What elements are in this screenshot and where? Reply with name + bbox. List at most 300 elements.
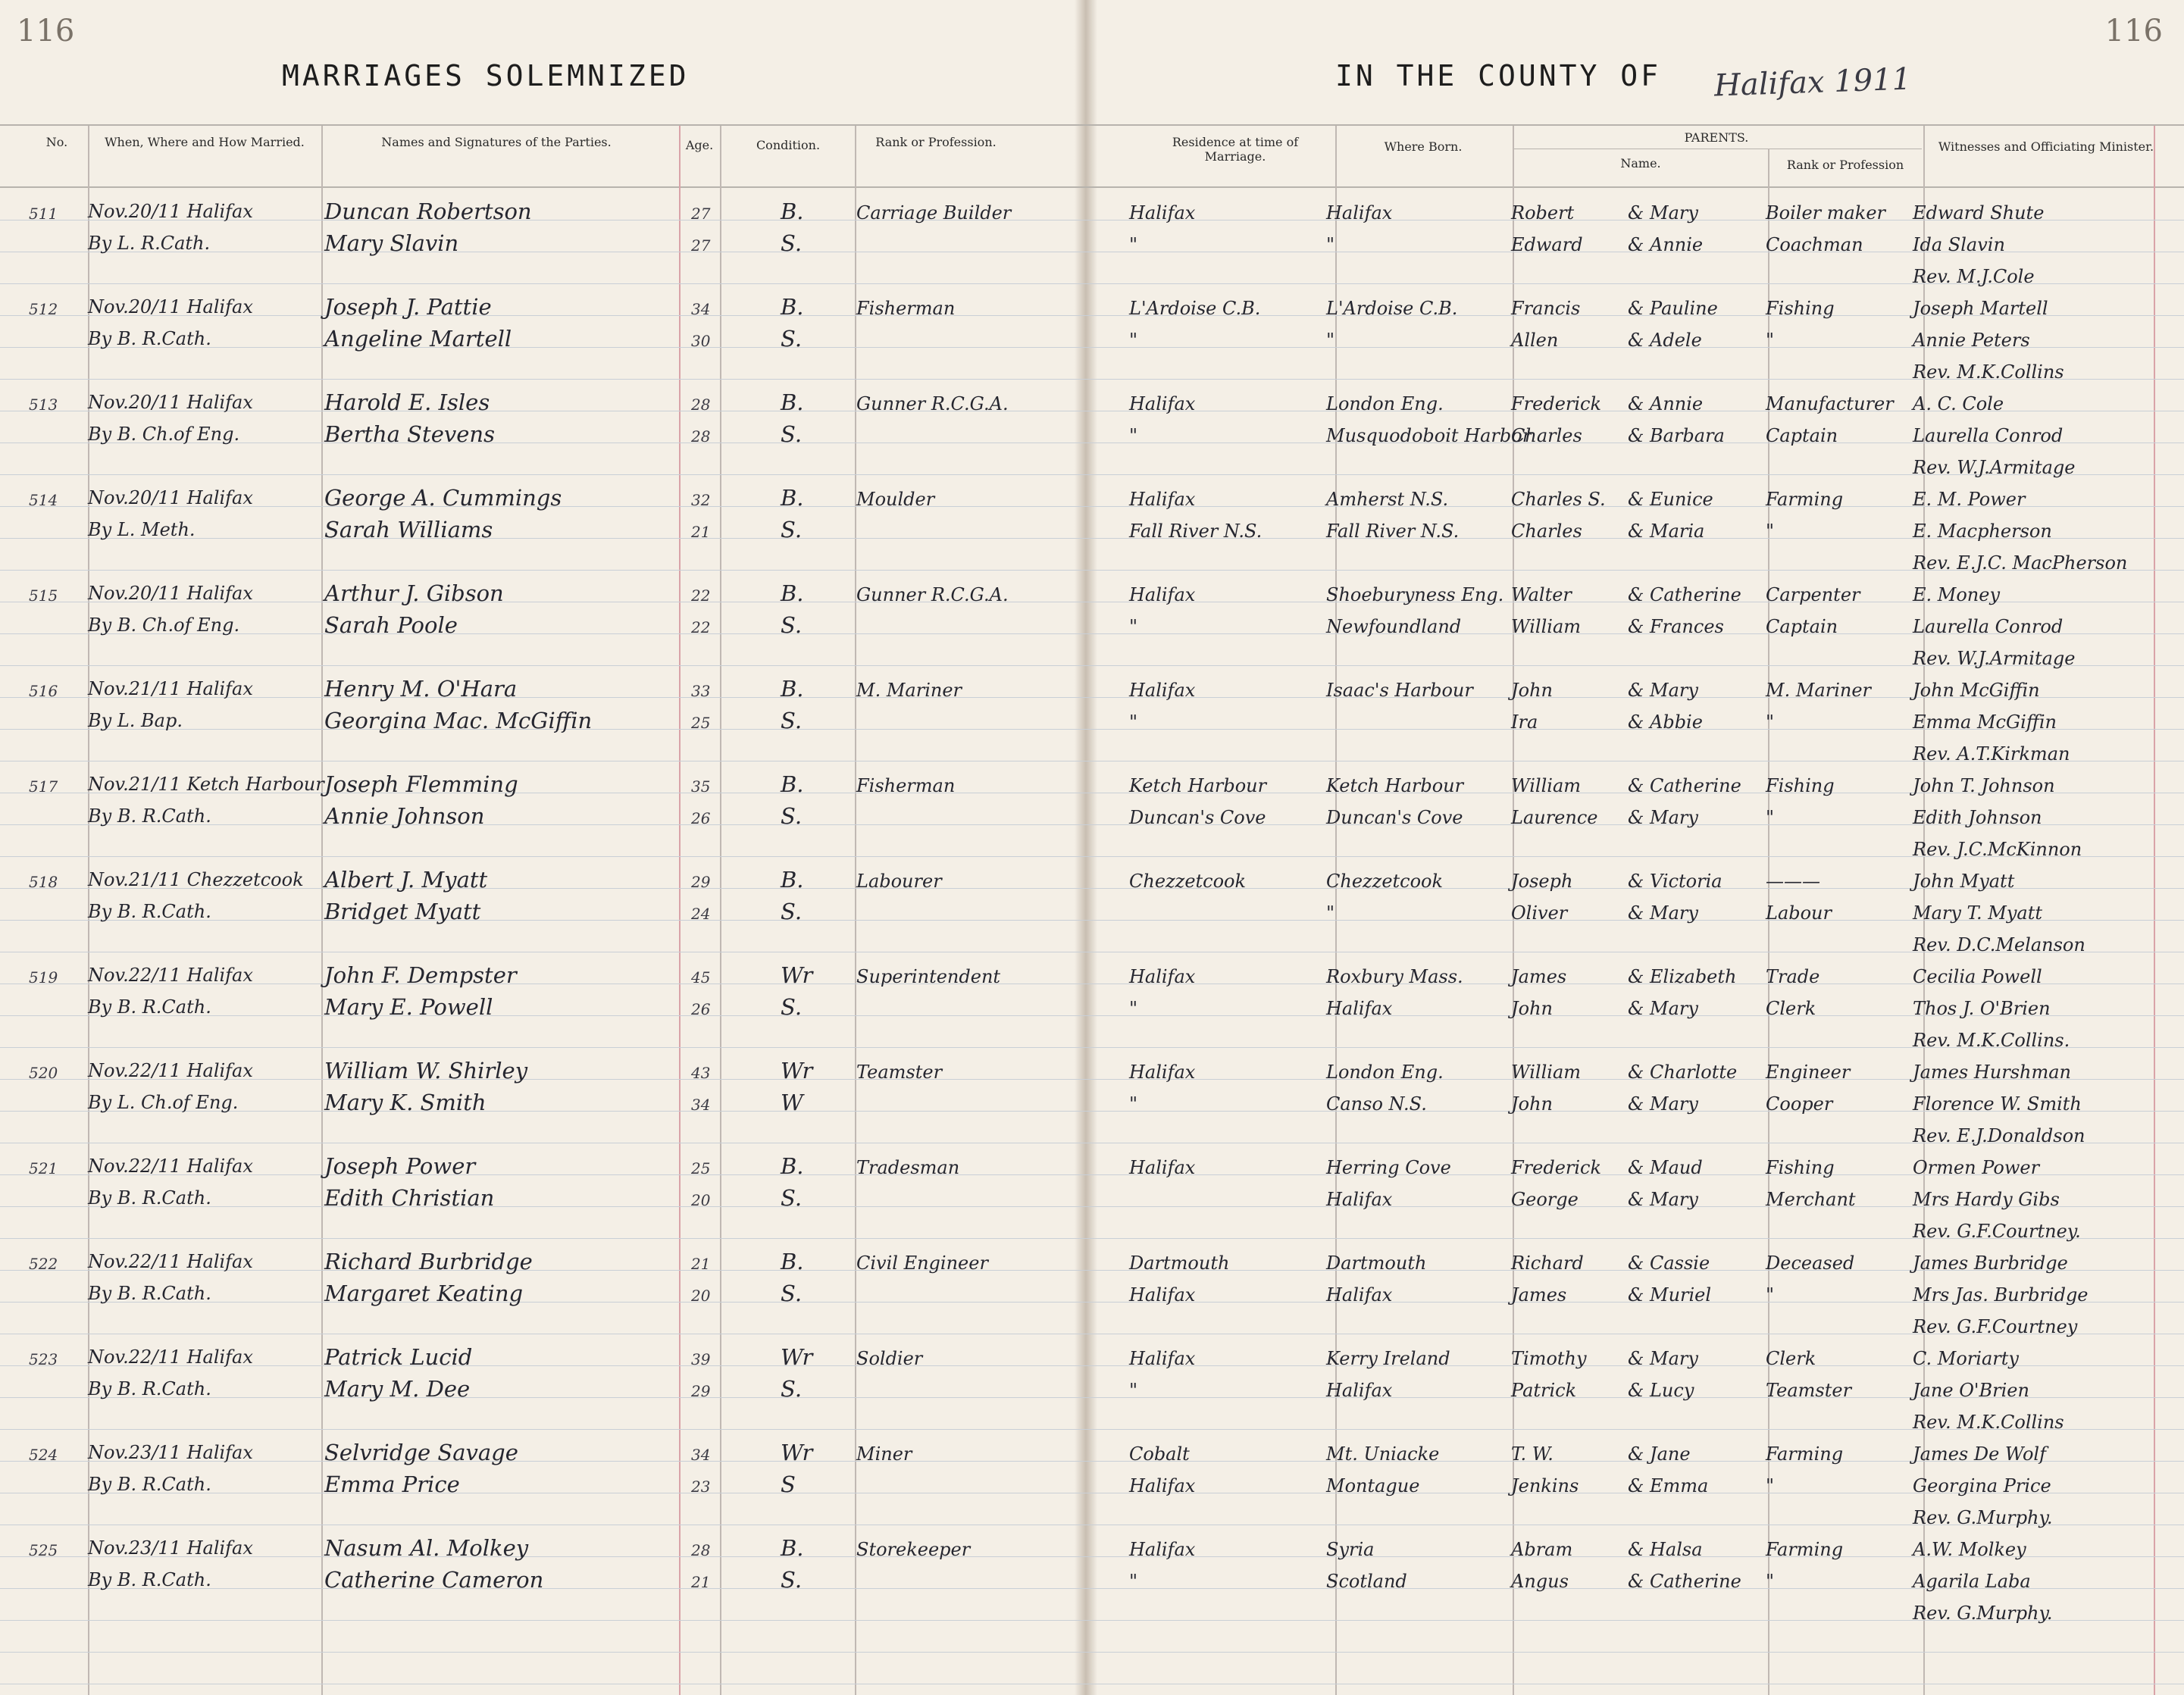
entry-born: Musquodoboit Harbor: [1326, 425, 1532, 446]
col-no: No.: [45, 135, 68, 149]
entry-residence: ": [1129, 1571, 1138, 1592]
ruled-line: [0, 1652, 2184, 1653]
entry-mother: & Annie: [1628, 393, 1704, 414]
entry-parent-rank: Fishing: [1766, 775, 1835, 796]
entry-born: Halifax: [1326, 1380, 1393, 1401]
entry-bride: Emma Price: [324, 1471, 460, 1497]
entry-when: Nov.20/11 Halifax: [88, 487, 253, 508]
entry-residence: L'Ardoise C.B.: [1129, 298, 1261, 319]
entry-mother: & Mary: [1628, 202, 1698, 224]
entry-parent-rank: Farming: [1766, 1443, 1844, 1465]
entry-condition: Wr: [781, 1344, 813, 1370]
entry-minister: Rev. M.K.Collins: [1913, 361, 2064, 383]
entry-bride: Edith Christian: [324, 1185, 495, 1211]
entry-witness: Agarila Laba: [1913, 1571, 2031, 1592]
entry-residence: ": [1129, 616, 1138, 637]
entry-age: 32: [691, 491, 711, 509]
entry-age: 34: [691, 1096, 711, 1114]
entry-how: By B. R.Cath.: [88, 1378, 211, 1399]
entry-residence: Halifax: [1129, 584, 1196, 605]
entry-father: Walter: [1511, 584, 1572, 605]
entry-groom: John F. Dempster: [324, 962, 517, 988]
entry-witness: James De Wolf: [1913, 1443, 2046, 1465]
ruled-line: [0, 1429, 2184, 1430]
entry-age: 39: [691, 1350, 711, 1368]
entry-when: Nov.20/11 Halifax: [88, 583, 253, 604]
entry-witness: James Burbridge: [1913, 1252, 2068, 1274]
entry-when: Nov.21/11 Halifax: [88, 678, 253, 699]
entry-minister: Rev. W.J.Armitage: [1913, 457, 2076, 478]
entry-residence: ": [1129, 1093, 1138, 1115]
entry-when: Nov.20/11 Halifax: [88, 201, 253, 222]
entry-mother: & Mary: [1628, 680, 1698, 701]
entry-parent-rank: Manufacturer: [1766, 393, 1894, 414]
entry-residence: Duncan's Cove: [1129, 807, 1266, 828]
entry-number: 519: [29, 968, 58, 987]
entry-born: Duncan's Cove: [1326, 807, 1463, 828]
ruled-line: [0, 379, 2184, 380]
entry-when: Nov.23/11 Halifax: [88, 1537, 253, 1559]
entry-mother: & Annie: [1628, 234, 1704, 255]
entry-number: 525: [29, 1541, 58, 1559]
entry-residence: ": [1129, 711, 1138, 733]
entry-father: William: [1511, 1062, 1582, 1083]
entry-how: By B. Ch.of Eng.: [88, 615, 240, 636]
entry-born: Dartmouth: [1326, 1252, 1427, 1274]
entry-how: By L. R.Cath.: [88, 233, 211, 254]
entry-witness: Ormen Power: [1913, 1157, 2040, 1178]
entry-minister: Rev. W.J.Armitage: [1913, 648, 2076, 669]
entry-rank: Fisherman: [856, 775, 956, 796]
entry-age: 29: [691, 873, 711, 891]
entry-born: Canso N.S.: [1326, 1093, 1427, 1115]
entry-minister: Rev. M.K.Collins: [1913, 1412, 2064, 1433]
entry-age: 25: [691, 1159, 711, 1177]
entry-parent-rank: Engineer: [1766, 1062, 1851, 1083]
entry-age: 20: [691, 1287, 711, 1305]
col-when: When, Where and How Married.: [105, 135, 305, 149]
entry-parent-rank: Farming: [1766, 1539, 1844, 1560]
entry-number: 517: [29, 777, 58, 796]
entry-minister: Rev. G.F.Courtney: [1913, 1316, 2078, 1337]
entry-how: By B. R.Cath.: [88, 996, 211, 1018]
entry-residence: ": [1129, 234, 1138, 255]
entry-witness: John Myatt: [1913, 871, 2015, 892]
entry-born: ": [1326, 234, 1335, 255]
entry-witness: Thos J. O'Brien: [1913, 998, 2051, 1019]
entry-age: 27: [691, 236, 711, 255]
entry-mother: & Lucy: [1628, 1380, 1694, 1401]
entry-number: 513: [29, 396, 58, 414]
entry-residence: Halifax: [1129, 1475, 1196, 1496]
entry-mother: & Mary: [1628, 1189, 1698, 1210]
entry-how: By L. Ch.of Eng.: [88, 1092, 239, 1113]
entry-parent-rank: Carpenter: [1766, 584, 1860, 605]
entry-born: Halifax: [1326, 998, 1393, 1019]
entry-residence: Halifax: [1129, 1157, 1196, 1178]
entry-father: James: [1511, 1284, 1567, 1306]
entry-father: Francis: [1511, 298, 1581, 319]
col-witnesses: Witnesses and Officiating Minister.: [1938, 139, 2154, 154]
entry-minister: Rev. G.Murphy.: [1913, 1603, 2053, 1624]
left-page-number: 116: [17, 14, 75, 48]
entry-father: Richard: [1511, 1252, 1584, 1274]
entry-parent-rank: Teamster: [1766, 1380, 1852, 1401]
entry-groom: William W. Shirley: [324, 1058, 528, 1084]
entry-bride: Mary K. Smith: [324, 1090, 487, 1115]
entry-groom: Harold E. Isles: [324, 389, 490, 415]
entry-mother: & Muriel: [1628, 1284, 1712, 1306]
entry-parent-rank: Deceased: [1766, 1252, 1855, 1274]
entry-residence: Fall River N.S.: [1129, 521, 1263, 542]
ruled-line: [0, 474, 2184, 475]
entry-born: London Eng.: [1326, 393, 1444, 414]
entry-mother: & Catherine: [1628, 775, 1741, 796]
entry-condition: Wr: [781, 1058, 813, 1084]
entry-parent-rank: ": [1766, 330, 1775, 351]
entry-witness: John T. Johnson: [1913, 775, 2055, 796]
entry-condition: S.: [781, 612, 803, 638]
entry-residence: ": [1129, 425, 1138, 446]
entry-father: Jenkins: [1511, 1475, 1579, 1496]
entry-residence: ": [1129, 330, 1138, 351]
entry-condition: Wr: [781, 962, 813, 988]
entry-number: 518: [29, 873, 58, 891]
entry-when: Nov.21/11 Ketch Harbour: [88, 774, 324, 795]
entry-parent-rank: ": [1766, 807, 1775, 828]
entry-rank: Fisherman: [856, 298, 956, 319]
entry-mother: & Catherine: [1628, 1571, 1741, 1592]
entry-born: Fall River N.S.: [1326, 521, 1460, 542]
entry-mother: & Catherine: [1628, 584, 1741, 605]
entry-residence: Cobalt: [1129, 1443, 1190, 1465]
entry-mother: & Frances: [1628, 616, 1724, 637]
entry-bride: Sarah Poole: [324, 612, 458, 638]
entry-born: ": [1326, 902, 1335, 924]
header-top-rule: [0, 124, 2184, 126]
ruled-line: [0, 1238, 2184, 1239]
entry-born: Chezzetcook: [1326, 871, 1444, 892]
entry-parent-rank: Labour: [1766, 902, 1832, 924]
entry-condition: S.: [781, 708, 803, 733]
col-rank: Rank or Profession.: [875, 135, 997, 149]
entry-condition: S.: [781, 899, 803, 924]
entry-mother: & Victoria: [1628, 871, 1722, 892]
entry-condition: B.: [781, 867, 804, 893]
entry-witness: Georgina Price: [1913, 1475, 2051, 1496]
entry-witness: E. Money: [1913, 584, 2001, 605]
col-divider: [2154, 126, 2155, 1695]
entry-minister: Rev. M.J.Cole: [1913, 266, 2035, 287]
entry-father: T. W.: [1511, 1443, 1554, 1465]
entry-born: Halifax: [1326, 1189, 1393, 1210]
entry-parent-rank: Fishing: [1766, 1157, 1835, 1178]
entry-witness: A. C. Cole: [1913, 393, 2004, 414]
entry-father: John: [1511, 998, 1553, 1019]
col-divider: [720, 126, 721, 1695]
entry-condition: S.: [781, 326, 803, 352]
entry-parent-rank: ": [1766, 1284, 1775, 1306]
col-parents-name: Name.: [1620, 156, 1661, 170]
entry-age: 35: [691, 777, 711, 796]
entry-number: 512: [29, 300, 58, 318]
entry-age: 26: [691, 809, 711, 827]
col-residence: Residence at time of Marriage.: [1172, 135, 1299, 164]
entry-age: 34: [691, 1446, 711, 1464]
header-bottom-rule: [0, 186, 2184, 188]
entry-born: ": [1326, 330, 1335, 351]
entry-father: Laurence: [1511, 807, 1598, 828]
entry-age: 21: [691, 523, 711, 541]
entry-groom: Joseph Flemming: [324, 771, 518, 797]
entry-number: 524: [29, 1446, 58, 1464]
entry-parent-rank: M. Mariner: [1766, 680, 1871, 701]
entry-how: By L. Bap.: [88, 710, 183, 731]
entry-when: Nov.21/11 Chezzetcook: [88, 869, 304, 890]
entry-condition: B.: [781, 676, 804, 702]
entry-how: By B. R.Cath.: [88, 805, 211, 827]
col-condition: Condition.: [756, 138, 821, 152]
entry-how: By B. R.Cath.: [88, 1474, 211, 1495]
entry-mother: & Pauline: [1628, 298, 1718, 319]
entry-age: 24: [691, 905, 711, 923]
entry-parent-rank: Boiler maker: [1766, 202, 1886, 224]
entry-parent-rank: ———: [1766, 871, 1820, 892]
entry-residence: Halifax: [1129, 1284, 1196, 1306]
entry-witness: Laurella Conrod: [1913, 616, 2064, 637]
entry-rank: Civil Engineer: [856, 1252, 988, 1274]
entry-age: 45: [691, 968, 711, 987]
entry-number: 520: [29, 1064, 58, 1082]
entry-parent-rank: Trade: [1766, 966, 1820, 987]
entry-rank: Superintendent: [856, 966, 1001, 987]
entry-born: Halifax: [1326, 1284, 1393, 1306]
entry-father: Charles: [1511, 425, 1582, 446]
entry-parent-rank: Cooper: [1766, 1093, 1833, 1115]
col-divider: [679, 126, 681, 1695]
entry-father: Timothy: [1511, 1348, 1587, 1369]
entry-born: Mt. Uniacke: [1326, 1443, 1440, 1465]
entry-condition: S.: [781, 230, 803, 256]
entry-born: London Eng.: [1326, 1062, 1444, 1083]
entry-groom: Selvridge Savage: [324, 1440, 518, 1465]
entry-age: 21: [691, 1573, 711, 1591]
entry-born: Scotland: [1326, 1571, 1407, 1592]
entry-parent-rank: Captain: [1766, 425, 1838, 446]
entry-born: Roxbury Mass.: [1326, 966, 1463, 987]
entry-age: 28: [691, 427, 711, 446]
entry-condition: S.: [781, 1185, 803, 1211]
entry-age: 25: [691, 714, 711, 732]
entry-condition: B.: [781, 485, 804, 511]
entry-father: Oliver: [1511, 902, 1568, 924]
entry-when: Nov.20/11 Halifax: [88, 392, 253, 413]
entry-father: John: [1511, 680, 1553, 701]
entry-witness: E. Macpherson: [1913, 521, 2052, 542]
entry-age: 20: [691, 1191, 711, 1209]
entry-mother: & Maria: [1628, 521, 1705, 542]
entry-age: 21: [691, 1255, 711, 1273]
entry-rank: Soldier: [856, 1348, 923, 1369]
entry-born: Shoeburyness Eng.: [1326, 584, 1504, 605]
col-parents-rank: Rank or Profession: [1786, 158, 1904, 172]
entry-condition: W: [781, 1090, 803, 1115]
entry-minister: Rev. A.T.Kirkman: [1913, 743, 2070, 765]
entry-minister: Rev. E.J.Donaldson: [1913, 1125, 2085, 1146]
entry-minister: Rev. G.F.Courtney.: [1913, 1221, 2081, 1242]
entry-witness: John McGiffin: [1913, 680, 2040, 701]
entry-parent-rank: Captain: [1766, 616, 1838, 637]
entry-condition: B.: [781, 199, 804, 224]
entry-parent-rank: Merchant: [1766, 1189, 1856, 1210]
entry-born: Montague: [1326, 1475, 1420, 1496]
entry-age: 28: [691, 1541, 711, 1559]
entry-bride: Catherine Cameron: [324, 1567, 544, 1593]
entry-rank: Tradesman: [856, 1157, 960, 1178]
col-parents: PARENTS.: [1684, 130, 1749, 145]
entry-age: 27: [691, 205, 711, 223]
entry-mother: & Cassie: [1628, 1252, 1710, 1274]
entry-residence: Halifax: [1129, 966, 1196, 987]
entry-how: By L. Meth.: [88, 519, 196, 540]
entry-residence: Ketch Harbour: [1129, 775, 1267, 796]
entry-groom: Duncan Robertson: [324, 199, 532, 224]
entry-father: Frederick: [1511, 393, 1602, 414]
entry-residence: Halifax: [1129, 1348, 1196, 1369]
entry-condition: B.: [781, 389, 804, 415]
entry-age: 30: [691, 332, 711, 350]
right-page-number: 116: [2104, 14, 2163, 48]
entry-when: Nov.22/11 Halifax: [88, 1251, 253, 1272]
entry-born: Halifax: [1326, 202, 1393, 224]
ruled-line: [0, 1047, 2184, 1048]
entry-parent-rank: ": [1766, 1475, 1775, 1496]
entry-minister: Rev. J.C.McKinnon: [1913, 839, 2082, 860]
entry-when: Nov.22/11 Halifax: [88, 1156, 253, 1177]
entry-witness: Cecilia Powell: [1913, 966, 2042, 987]
entry-groom: George A. Cummings: [324, 485, 562, 511]
entry-rank: Labourer: [856, 871, 942, 892]
entry-bride: Mary Slavin: [324, 230, 459, 256]
entry-born: Isaac's Harbour: [1326, 680, 1473, 701]
entry-father: William: [1511, 616, 1582, 637]
entry-witness: Edith Johnson: [1913, 807, 2042, 828]
entry-bride: Sarah Williams: [324, 517, 493, 543]
entry-minister: Rev. E.J.C. MacPherson: [1913, 552, 2128, 574]
entry-born: Newfoundland: [1326, 616, 1462, 637]
entry-bride: Mary M. Dee: [324, 1376, 471, 1402]
entry-bride: Angeline Martell: [324, 326, 512, 352]
entry-when: Nov.22/11 Halifax: [88, 1346, 253, 1368]
entry-mother: & Mary: [1628, 902, 1698, 924]
entry-father: Angus: [1511, 1571, 1569, 1592]
entry-when: Nov.20/11 Halifax: [88, 296, 253, 317]
entry-father: William: [1511, 775, 1582, 796]
entry-age: 43: [691, 1064, 711, 1082]
entry-how: By B. Ch.of Eng.: [88, 424, 240, 445]
entry-mother: & Halsa: [1628, 1539, 1703, 1560]
entry-residence: Chezzetcook: [1129, 871, 1247, 892]
entry-rank: Carriage Builder: [856, 202, 1012, 224]
entry-age: 28: [691, 396, 711, 414]
entry-father: Robert: [1511, 202, 1575, 224]
ruled-line: [0, 283, 2184, 284]
entry-when: Nov.22/11 Halifax: [88, 1060, 253, 1081]
entry-rank: Gunner R.C.G.A.: [856, 584, 1009, 605]
entry-rank: Storekeeper: [856, 1539, 971, 1560]
entry-how: By B. R.Cath.: [88, 1187, 211, 1209]
entry-witness: C. Moriarty: [1913, 1348, 2019, 1369]
entry-witness: Jane O'Brien: [1913, 1380, 2029, 1401]
entry-mother: & Mary: [1628, 1093, 1698, 1115]
entry-groom: Patrick Lucid: [324, 1344, 473, 1370]
entry-father: Ira: [1511, 711, 1538, 733]
entry-condition: B.: [781, 580, 804, 606]
entry-father: John: [1511, 1093, 1553, 1115]
entry-witness: Joseph Martell: [1913, 298, 2048, 319]
entry-mother: & Abbie: [1628, 711, 1703, 733]
entry-witness: James Hurshman: [1913, 1062, 2071, 1083]
county-name: Halifax 1911: [1713, 61, 1912, 104]
entry-groom: Richard Burbridge: [324, 1249, 533, 1274]
entry-age: 33: [691, 682, 711, 700]
entry-witness: Edward Shute: [1913, 202, 2045, 224]
entry-age: 23: [691, 1478, 711, 1496]
entry-condition: B.: [781, 1153, 804, 1179]
entry-witness: A.W. Molkey: [1913, 1539, 2026, 1560]
entry-father: Patrick: [1511, 1380, 1577, 1401]
entry-bride: Mary E. Powell: [324, 994, 493, 1020]
entry-parent-rank: Fishing: [1766, 298, 1835, 319]
entry-mother: & Mary: [1628, 998, 1698, 1019]
entry-mother: & Maud: [1628, 1157, 1703, 1178]
entry-father: Allen: [1511, 330, 1559, 351]
entry-when: Nov.23/11 Halifax: [88, 1442, 253, 1463]
entry-mother: & Elizabeth: [1628, 966, 1737, 987]
entry-residence: Dartmouth: [1129, 1252, 1230, 1274]
entry-how: By B. R.Cath.: [88, 1283, 211, 1304]
entry-witness: Laurella Conrod: [1913, 425, 2064, 446]
entry-minister: Rev. D.C.Melanson: [1913, 934, 2085, 955]
entry-rank: Teamster: [856, 1062, 943, 1083]
col-names: Names and Signatures of the Parties.: [381, 135, 612, 149]
entry-groom: Henry M. O'Hara: [324, 676, 518, 702]
ruled-line: [0, 665, 2184, 666]
entry-condition: S.: [781, 1281, 803, 1306]
ruled-line: [0, 570, 2184, 571]
entry-condition: Wr: [781, 1440, 813, 1465]
entry-condition: B.: [781, 1249, 804, 1274]
entry-bride: Bertha Stevens: [324, 421, 495, 447]
entry-father: Edward: [1511, 234, 1583, 255]
entry-residence: ": [1129, 998, 1138, 1019]
entry-mother: & Barbara: [1628, 425, 1725, 446]
entry-witness: Ida Slavin: [1913, 234, 2005, 255]
entry-father: Frederick: [1511, 1157, 1602, 1178]
right-heading: IN THE COUNTY OF: [1335, 59, 1662, 92]
entry-age: 34: [691, 300, 711, 318]
left-heading: MARRIAGES SOLEMNIZED: [282, 59, 690, 92]
entry-father: Charles S.: [1511, 489, 1606, 510]
entry-condition: S.: [781, 421, 803, 447]
entry-rank: Moulder: [856, 489, 935, 510]
entry-number: 515: [29, 586, 58, 605]
entry-how: By B. R.Cath.: [88, 901, 211, 922]
col-age: Age.: [685, 138, 714, 152]
entry-number: 511: [29, 205, 58, 223]
entry-parent-rank: Coachman: [1766, 234, 1863, 255]
entry-witness: Mrs Jas. Burbridge: [1913, 1284, 2089, 1306]
